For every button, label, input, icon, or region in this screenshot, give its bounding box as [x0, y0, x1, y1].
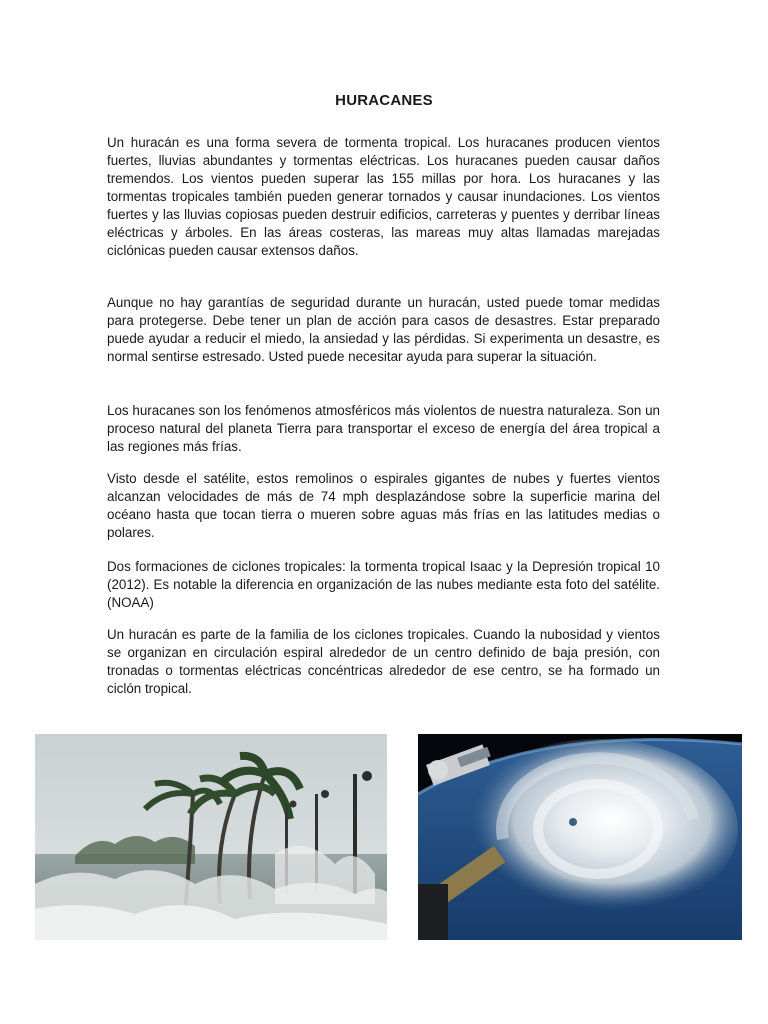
- paragraph-5: Dos formaciones de ciclones tropicales: la tormenta tropical Isaac y la Depresión tropical 10 (2012). Es notable la diferencia en organización de las nubes mediante esta foto del satélite. (NOAA): [107, 559, 660, 610]
- satellite-hurricane-photo: [418, 734, 742, 940]
- paragraph-3: Los huracanes son los fenómenos atmosféricos más violentos de nuestra naturaleza. Son un proceso natural del planeta Tierra para transportar el exceso de energía del área tropical a las regiones más frías.: [107, 403, 660, 454]
- paragraph-6: Un huracán es parte de la familia de los ciclones tropicales. Cuando la nubosidad y vientos se organizan en circulación espiral alrededor de un centro definido de baja presión, con tronadas o tormentas eléctricas concéntricas alrededor de ese centro, se ha formado un ciclón tropical.: [107, 627, 660, 696]
- paragraph-1: Un huracán es una forma severa de tormenta tropical. Los huracanes producen vientos fuertes, lluvias abundantes y tormentas eléctricas. Los huracanes pueden causar daños tremendos. Los vientos pueden superar las 155 millas por hora. Los huracanes y las tormentas tropicales también pueden generar tornados y causar inundaciones. Los vientos fuertes y las lluvias copiosas pueden destruir edificios, carreteras y puentes y derribar líneas eléctricas y árboles. En las áreas costeras, las mareas muy altas llamadas marejadas ciclónicas pueden causar extensos daños.: [107, 135, 660, 258]
- paragraph-4: Visto desde el satélite, estos remolinos o espirales gigantes de nubes y fuertes vientos alcanzan velocidades de más de 74 mph desplazándose sobre la superficie marina del océano hasta que tocan tierra o mueren sobre aguas más frías en las latitudes medias o polares.: [107, 471, 660, 540]
- paragraph-2: Aunque no hay garantías de seguridad durante un huracán, usted puede tomar medidas para protegerse. Debe tener un plan de acción para casos de desastres. Estar preparado puede ayudar a reducir el miedo, la ansiedad y las pérdidas. Si experimenta un desastre, es normal sentirse estresado. Usted puede necesitar ayuda para superar la situación.: [107, 295, 660, 364]
- coastal-storm-photo: [35, 734, 387, 940]
- document-title: HURACANES: [335, 92, 433, 109]
